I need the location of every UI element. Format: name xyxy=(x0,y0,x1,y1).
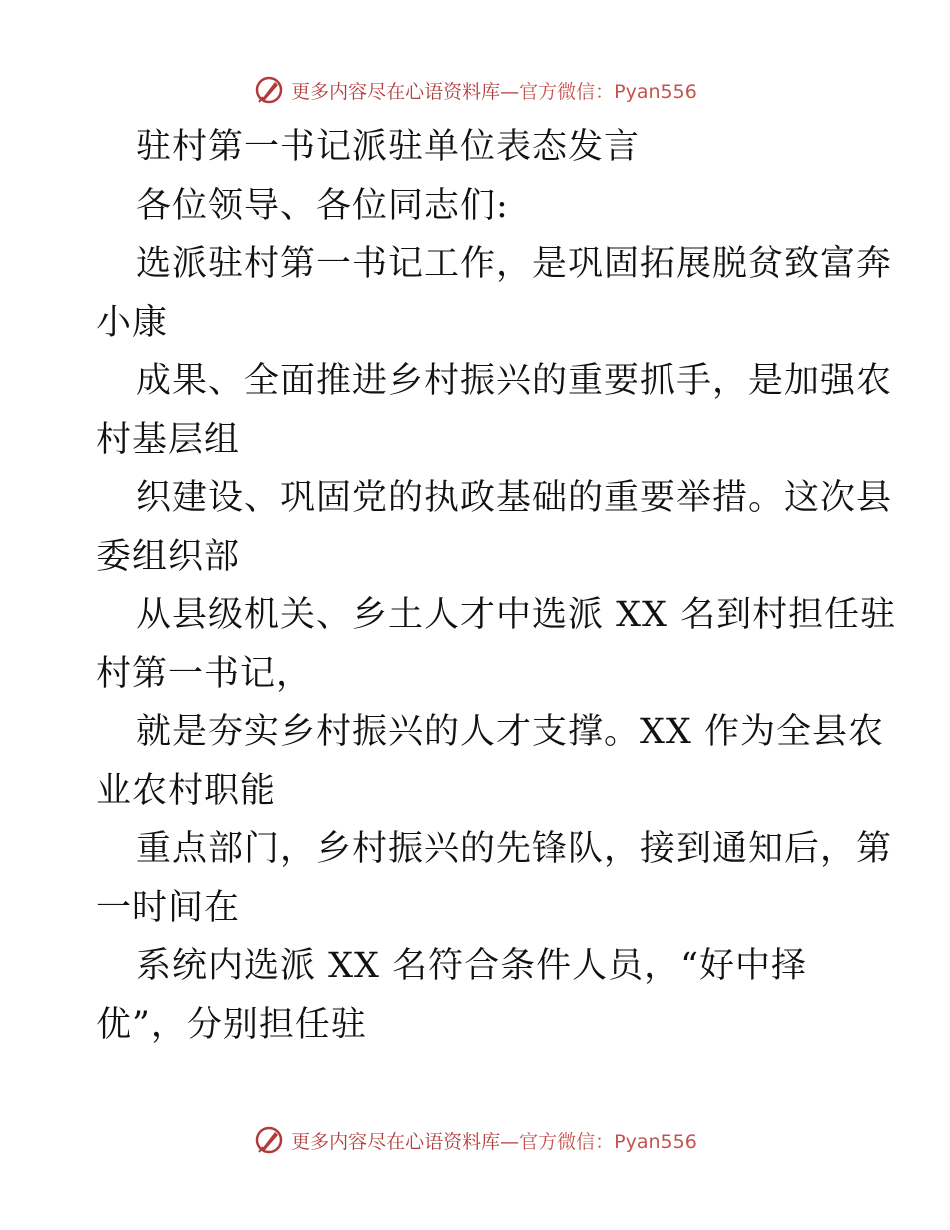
header-dash: — xyxy=(500,80,520,103)
text-line: 织建设、巩固党的执政基础的重要举措。这次县 xyxy=(136,478,893,518)
document-title: 驻村第一书记派驻单位表态发言 xyxy=(136,127,641,167)
text-line: 重点部门，乡村振兴的先锋队，接到通知后，第 xyxy=(136,829,893,869)
text-line: 村第一书记， xyxy=(96,653,313,694)
text-line: 选派驻村第一书记工作，是巩固拓展脱贫致富奔 xyxy=(136,244,893,284)
quill-pen-logo-icon xyxy=(253,1124,285,1156)
footer-banner xyxy=(0,1120,950,1160)
document-paragraph xyxy=(96,235,897,1054)
text-line: 优”，分别担任驻 xyxy=(96,1004,367,1045)
text-line: 业农村职能 xyxy=(96,770,277,811)
footer-banner-text xyxy=(291,1127,697,1154)
footer-site-text: 更多内容尽在心语资料库 xyxy=(291,1130,501,1153)
header-banner xyxy=(0,70,950,110)
text-line: 小康 xyxy=(96,302,169,343)
text-line: 委组织部 xyxy=(96,536,241,577)
text-line: 从县级机关、乡土人才中选派 XX 名到村担任驻 xyxy=(136,595,897,635)
header-banner-text xyxy=(291,77,697,104)
footer-wechat-text: 官方微信：Pyan556 xyxy=(519,1130,697,1153)
text-line: 一时间在 xyxy=(96,887,241,928)
quill-pen-logo-icon xyxy=(253,74,285,106)
document-greeting: 各位领导、各位同志们: xyxy=(136,185,509,226)
header-wechat-text: 官方微信：Pyan556 xyxy=(519,80,697,103)
text-line: 成果、全面推进乡村振兴的重要抓手，是加强农 xyxy=(136,361,893,401)
text-line: 就是夯实乡村振兴的人才支撑。XX 作为全县农 xyxy=(136,712,884,752)
footer-dash: — xyxy=(500,1130,520,1153)
document-body xyxy=(96,118,897,1054)
text-line: 村基层组 xyxy=(96,419,241,460)
text-line: 系统内选派 XX 名符合条件人员，“好中择 xyxy=(136,946,807,986)
header-site-text: 更多内容尽在心语资料库 xyxy=(291,80,501,103)
